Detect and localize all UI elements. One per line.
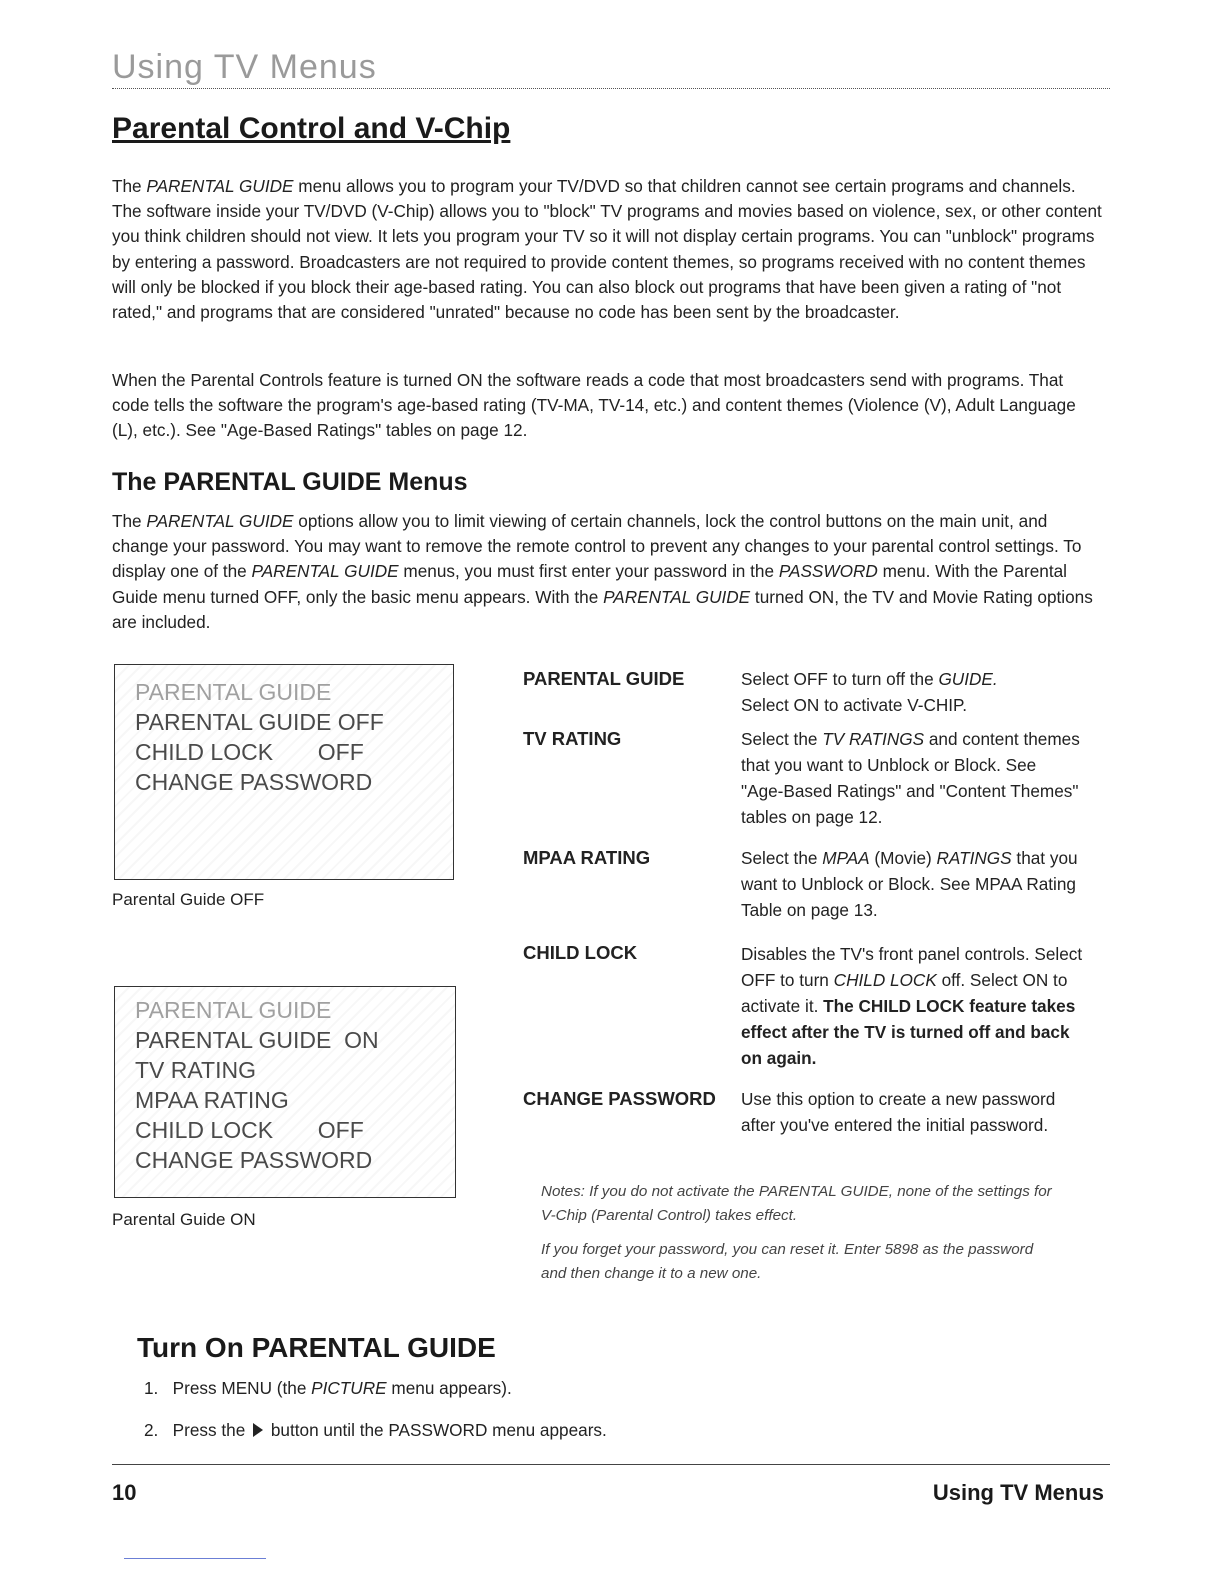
term-parental-guide: PARENTAL GUIDE [523,668,685,689]
term-tv-rating: TV RATING [523,728,622,749]
osd-item-parental-guide: PARENTAL GUIDE OFF [135,709,384,735]
intro-paragraph: The PARENTAL GUIDE menu allows you to program your TV/DVD so that children cannot see certain programs and channels. The software inside your TV/DVD (V-Chip) allows you to "block" TV programs and movies based on violence, sex, or other content you think children should not view. It lets you program your TV so it will not display certain programs. You can "unblock" programs by entering a password. Broadcasters are not required to provide content themes, so programs received with no content themes will only be blocked if you block their age-based rating. You can also block out programs that have been given a rating of "not rated," and programs that are considered "unrated" because no code has been sent by the broadcaster. [112,176,1102,323]
bottom-link-line [124,1558,266,1559]
osd-on-caption: Parental Guide ON [112,1210,256,1229]
footer-title: Using TV Menus [932,1480,1104,1505]
controls-paragraph: When the Parental Controls feature is turned ON the software reads a code that most broadcasters send with programs. That code tells the software the program's age-based rating (TV-MA, TV-14, etc.) and content themes (Violence (V), Adult Language (L), etc.). See "Age-Based Ratings" tables on page 12. [112,370,1076,441]
osd-item-mpaa-rating: MPAA RATING [135,1087,289,1113]
footer-divider [112,1464,1110,1465]
note-activate: Notes: If you do not activate the PARENTAL GUIDE, none of the settings for V-Chip (Parental Control) takes effect. [541,1183,1052,1224]
osd-item-change-password: CHANGE PASSWORD [135,769,373,795]
term-change-password: CHANGE PASSWORD [523,1088,716,1109]
osd-item-child-lock: CHILD LOCK OFF [135,1117,364,1143]
desc-tv-rating: Select the TV RATINGS and content themes that you want to Unblock or Block. See "Age-Based Ratings" and "Content Themes" tables on page 12. [741,729,1080,827]
osd-title: PARENTAL GUIDE [135,997,332,1023]
desc-child-lock: Disables the TV's front panel controls. Select OFF to turn CHILD LOCK off. Select ON to activate it. The CHILD LOCK feature takes effect after the TV is turned off and back on again. [741,944,1083,1068]
step-2: 2. Press the button until the PASSWORD menu appears. [144,1420,607,1440]
osd-item-tv-rating: TV RATING [135,1057,256,1083]
osd-off-caption: Parental Guide OFF [112,890,265,909]
right-arrow-icon [253,1423,263,1437]
running-header-title: Using TV Menus [112,48,377,86]
desc-mpaa-rating: Select the MPAA (Movie) RATINGS that you want to Unblock or Block. See MPAA Rating Table on page 13. [741,848,1078,920]
desc-change-password: Use this option to create a new password after you've entered the initial password. [741,1089,1056,1135]
turn-on-heading: Turn On PARENTAL GUIDE [137,1332,496,1363]
step-1: 1. Press MENU (the PICTURE menu appears). [144,1378,512,1398]
menus-heading: The PARENTAL GUIDE Menus [112,468,468,496]
note-reset-password: If you forget your password, you can reset it. Enter 5898 as the password and then change it to a new one. [541,1241,1034,1282]
osd-parental-guide-off [114,664,454,880]
page-number: 10 [112,1480,137,1505]
osd-title: PARENTAL GUIDE [135,679,332,705]
menus-paragraph: The PARENTAL GUIDE options allow you to limit viewing of certain channels, lock the control buttons on the main unit, and change your password. You may want to remove the remote control to prevent any changes to your parental control settings. To display one of the PARENTAL GUIDE menus, you must first enter your password in the PASSWORD menu. With the Parental Guide menu turned OFF, only the basic menu appears. With the PARENTAL GUIDE turned ON, the TV and Movie Rating options are included. [112,511,1093,632]
desc-parental-guide: Select OFF to turn off the GUIDE. Select ON to activate V-CHIP. [741,669,998,715]
osd-item-parental-guide: PARENTAL GUIDE ON [135,1027,379,1053]
term-mpaa-rating: MPAA RATING [523,847,651,868]
osd-parental-guide-on [114,986,456,1198]
osd-item-child-lock: CHILD LOCK OFF [135,739,364,765]
term-child-lock: CHILD LOCK [523,942,638,963]
osd-item-change-password: CHANGE PASSWORD [135,1147,373,1173]
section-title: Parental Control and V-Chip [112,112,511,145]
header-divider [112,88,1110,89]
